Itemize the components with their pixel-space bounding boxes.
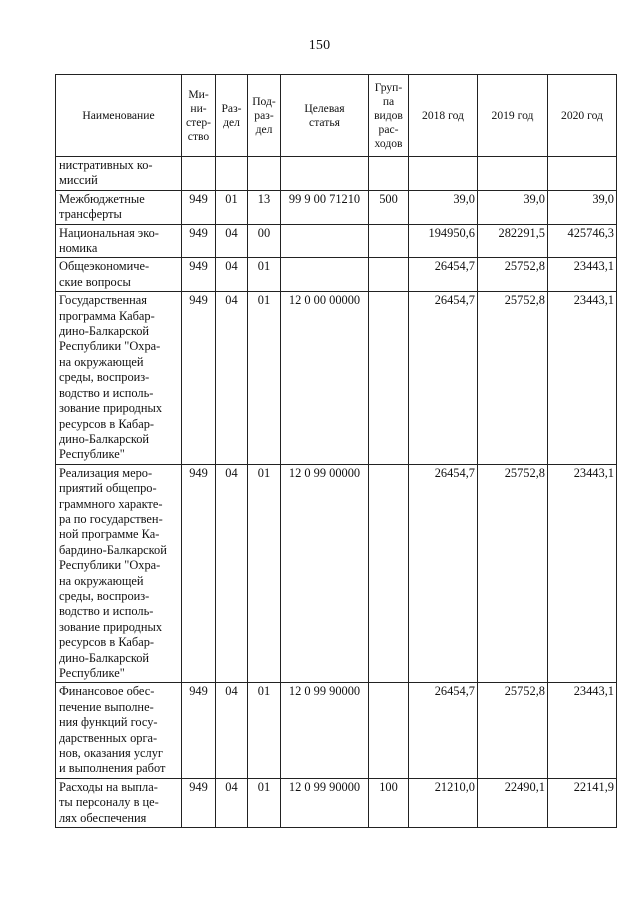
cell-ministry: 949 <box>182 683 216 778</box>
cell-ministry: 949 <box>182 778 216 827</box>
cell-subsection: 01 <box>248 292 281 464</box>
cell-target-article <box>281 157 369 191</box>
cell-2018: 26454,7 <box>409 292 478 464</box>
cell-expense-group <box>369 224 409 258</box>
cell-subsection <box>248 157 281 191</box>
cell-section: 01 <box>216 190 248 224</box>
cell-subsection: 00 <box>248 224 281 258</box>
cell-ministry: 949 <box>182 224 216 258</box>
cell-2020: 23443,1 <box>548 464 617 683</box>
cell-target-article <box>281 224 369 258</box>
cell-expense-group: 500 <box>369 190 409 224</box>
cell-2018: 21210,0 <box>409 778 478 827</box>
cell-2018: 26454,7 <box>409 683 478 778</box>
header-target-article: Целевая статья <box>281 75 369 157</box>
cell-subsection: 01 <box>248 464 281 683</box>
cell-2020: 23443,1 <box>548 258 617 292</box>
cell-name: Финансовое обес- печение выполне- ния функций госу- дарственных орга- нов, оказания услуг и выполнения работ <box>56 683 182 778</box>
cell-2018: 26454,7 <box>409 258 478 292</box>
cell-2020: 425746,3 <box>548 224 617 258</box>
cell-2020: 22141,9 <box>548 778 617 827</box>
cell-ministry <box>182 157 216 191</box>
header-2018: 2018 год <box>409 75 478 157</box>
cell-section <box>216 157 248 191</box>
header-expense-group: Груп- па видов рас- ходов <box>369 75 409 157</box>
header-subsection: Под- раз- дел <box>248 75 281 157</box>
cell-target-article: 12 0 99 90000 <box>281 778 369 827</box>
cell-target-article: 12 0 99 90000 <box>281 683 369 778</box>
cell-target-article: 99 9 00 71210 <box>281 190 369 224</box>
cell-2019: 25752,8 <box>478 464 548 683</box>
cell-2020 <box>548 157 617 191</box>
header-section: Раз- дел <box>216 75 248 157</box>
cell-subsection: 01 <box>248 258 281 292</box>
cell-subsection: 01 <box>248 778 281 827</box>
table-row <box>56 258 617 292</box>
cell-expense-group: 100 <box>369 778 409 827</box>
cell-2019: 282291,5 <box>478 224 548 258</box>
cell-2019: 39,0 <box>478 190 548 224</box>
cell-name: Государственная программа Кабар- дино-Балкарской Республики "Охра- на окружающей среды, воспроиз- водство и исполь- зование природных ресурсов в Кабар- дино-Балкарской Республике" <box>56 292 182 464</box>
cell-subsection: 01 <box>248 683 281 778</box>
table-row <box>56 292 617 464</box>
cell-section: 04 <box>216 292 248 464</box>
table-row <box>56 464 617 683</box>
header-2020: 2020 год <box>548 75 617 157</box>
header-ministry: Ми- ни- стер- ство <box>182 75 216 157</box>
cell-ministry: 949 <box>182 258 216 292</box>
cell-ministry: 949 <box>182 292 216 464</box>
cell-2019: 25752,8 <box>478 258 548 292</box>
cell-expense-group <box>369 157 409 191</box>
table-row <box>56 190 617 224</box>
header-name: Наименование <box>56 75 182 157</box>
cell-name: Общеэкономиче- ские вопросы <box>56 258 182 292</box>
cell-target-article <box>281 258 369 292</box>
cell-section: 04 <box>216 778 248 827</box>
cell-2018: 26454,7 <box>409 464 478 683</box>
cell-2020: 23443,1 <box>548 292 617 464</box>
cell-2019: 25752,8 <box>478 683 548 778</box>
table-row <box>56 224 617 258</box>
table-row <box>56 683 617 778</box>
cell-2018: 194950,6 <box>409 224 478 258</box>
cell-name: Национальная эко- номика <box>56 224 182 258</box>
cell-subsection: 13 <box>248 190 281 224</box>
cell-section: 04 <box>216 683 248 778</box>
cell-ministry: 949 <box>182 464 216 683</box>
cell-name: Межбюджетные трансферты <box>56 190 182 224</box>
cell-2019 <box>478 157 548 191</box>
table-row <box>56 778 617 827</box>
table-header-row <box>56 75 617 157</box>
cell-name: Расходы на выпла- ты персоналу в це- лях обеспечения <box>56 778 182 827</box>
cell-2019: 22490,1 <box>478 778 548 827</box>
cell-expense-group <box>369 464 409 683</box>
budget-table <box>55 74 617 828</box>
cell-name: нистративных ко- миссий <box>56 157 182 191</box>
cell-ministry: 949 <box>182 190 216 224</box>
header-2019: 2019 год <box>478 75 548 157</box>
cell-target-article: 12 0 00 00000 <box>281 292 369 464</box>
table-body <box>56 157 617 828</box>
cell-name: Реализация меро- приятий общепро- граммного характе- ра по государствен- ной программе Ка- бардино-Балкарской Республики "Охра- на окружающей среды, воспроиз- водство и исполь- зование природных ресурсов в Кабар- дино-Балкарской Республике" <box>56 464 182 683</box>
cell-expense-group <box>369 258 409 292</box>
cell-target-article: 12 0 99 00000 <box>281 464 369 683</box>
cell-2020: 39,0 <box>548 190 617 224</box>
table-row <box>56 157 617 191</box>
cell-section: 04 <box>216 464 248 683</box>
cell-2019: 25752,8 <box>478 292 548 464</box>
cell-expense-group <box>369 292 409 464</box>
cell-section: 04 <box>216 258 248 292</box>
cell-2018 <box>409 157 478 191</box>
cell-expense-group <box>369 683 409 778</box>
cell-section: 04 <box>216 224 248 258</box>
page-number: 150 <box>308 38 331 53</box>
cell-2018: 39,0 <box>409 190 478 224</box>
cell-2020: 23443,1 <box>548 683 617 778</box>
